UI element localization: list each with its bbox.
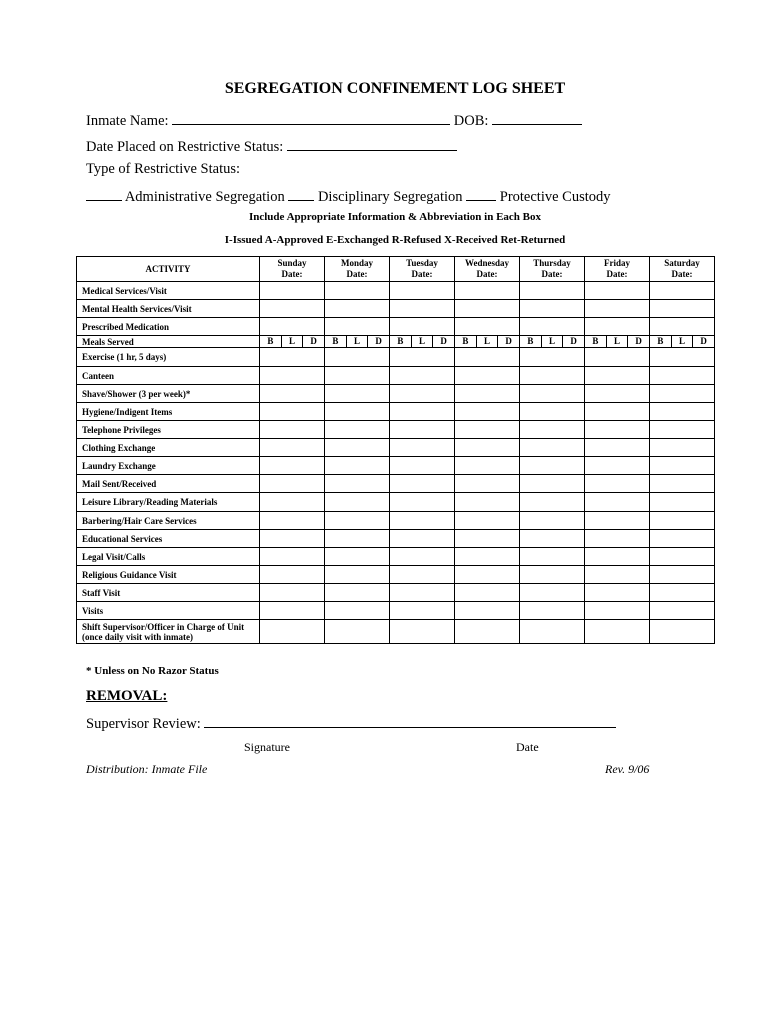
entry-cell[interactable]	[520, 318, 585, 336]
meal-code[interactable]: L	[542, 336, 564, 347]
entry-cell[interactable]	[325, 493, 390, 512]
entry-cell[interactable]	[260, 584, 325, 602]
entry-cell[interactable]	[260, 336, 325, 348]
meal-codes	[650, 336, 714, 347]
entry-cell[interactable]	[390, 530, 455, 548]
table-row	[77, 367, 715, 385]
entry-cell[interactable]	[650, 403, 715, 421]
table-row	[77, 512, 715, 530]
meal-code[interactable]: L	[672, 336, 694, 347]
entry-cell[interactable]	[390, 403, 455, 421]
entry-cell[interactable]	[455, 457, 520, 475]
day-date-label: Date:	[346, 269, 368, 279]
inmate-name-label: Inmate Name:	[86, 113, 169, 129]
table-row	[77, 566, 715, 584]
date-placed-label: Date Placed on Restrictive Status:	[86, 139, 284, 155]
activity-label: Meals Served	[77, 336, 260, 348]
day-name: Friday	[604, 258, 630, 268]
entry-cell[interactable]	[260, 300, 325, 318]
entry-cell[interactable]	[520, 367, 585, 385]
type-label: Type of Restrictive Status:	[86, 161, 241, 177]
entry-cell[interactable]	[325, 512, 390, 530]
entry-cell[interactable]	[650, 367, 715, 385]
entry-cell[interactable]	[325, 367, 390, 385]
entry-cell[interactable]	[520, 493, 585, 512]
dob-label: DOB:	[453, 113, 489, 129]
activity-label: Staff Visit	[77, 584, 260, 602]
table-body	[77, 282, 715, 644]
day-date-label: Date:	[671, 269, 693, 279]
supervisor-review-row	[86, 713, 616, 733]
entry-cell[interactable]	[260, 493, 325, 512]
entry-cell[interactable]	[390, 318, 455, 336]
day-date-label: Date:	[476, 269, 498, 279]
entry-cell[interactable]	[650, 493, 715, 512]
entry-cell[interactable]	[390, 439, 455, 457]
day-header-wednesday	[455, 257, 520, 282]
entry-cell[interactable]	[455, 367, 520, 385]
entry-cell[interactable]	[260, 318, 325, 336]
entry-cell[interactable]	[325, 566, 390, 584]
day-name: Tuesday	[406, 258, 438, 268]
date-placed-row	[86, 136, 457, 156]
entry-cell[interactable]	[260, 475, 325, 493]
activity-label: Hygiene/Indigent Items	[77, 403, 260, 421]
day-header-tuesday	[390, 257, 455, 282]
entry-cell[interactable]	[585, 421, 650, 439]
entry-cell[interactable]	[650, 512, 715, 530]
entry-cell[interactable]	[520, 620, 585, 644]
entry-cell[interactable]	[585, 403, 650, 421]
entry-cell[interactable]	[325, 348, 390, 367]
activity-label: Exercise (1 hr, 5 days)	[77, 348, 260, 367]
entry-cell[interactable]	[390, 493, 455, 512]
entry-cell[interactable]	[650, 457, 715, 475]
entry-cell[interactable]	[455, 439, 520, 457]
entry-cell[interactable]	[650, 475, 715, 493]
entry-cell[interactable]	[260, 439, 325, 457]
entry-cell[interactable]	[650, 318, 715, 336]
admin-seg-checkbox[interactable]	[86, 186, 122, 201]
meal-codes	[520, 336, 584, 347]
table-row	[77, 403, 715, 421]
entry-cell[interactable]	[260, 530, 325, 548]
activity-label: Religious Guidance Visit	[77, 566, 260, 584]
entry-cell[interactable]	[585, 620, 650, 644]
entry-cell[interactable]	[260, 282, 325, 300]
activity-label: Leisure Library/Reading Materials	[77, 493, 260, 512]
entry-cell[interactable]	[390, 620, 455, 644]
date-caption: Date	[516, 740, 539, 754]
activity-log-table	[76, 256, 715, 644]
entry-cell[interactable]	[650, 336, 715, 348]
instructions-line-1: Include Appropriate Information & Abbreviation in Each Box	[248, 211, 542, 223]
entry-cell[interactable]	[585, 348, 650, 367]
signature-caption: Signature	[244, 740, 290, 754]
entry-cell[interactable]	[455, 548, 520, 566]
meal-code[interactable]: L	[282, 336, 304, 347]
entry-cell[interactable]	[455, 475, 520, 493]
entry-cell[interactable]	[585, 300, 650, 318]
day-date-label: Date:	[606, 269, 628, 279]
entry-cell[interactable]	[455, 566, 520, 584]
entry-cell[interactable]	[260, 367, 325, 385]
entry-cell[interactable]	[585, 512, 650, 530]
entry-cell[interactable]	[520, 548, 585, 566]
activity-label: Legal Visit/Calls	[77, 548, 260, 566]
entry-cell[interactable]	[455, 421, 520, 439]
table-row	[77, 348, 715, 367]
day-date-label: Date:	[411, 269, 433, 279]
supervisor-signature-field[interactable]	[204, 713, 616, 728]
meal-code[interactable]: B	[585, 336, 607, 347]
entry-cell[interactable]	[325, 421, 390, 439]
day-date-label: Date:	[281, 269, 303, 279]
entry-cell[interactable]	[585, 367, 650, 385]
entry-cell[interactable]	[650, 530, 715, 548]
entry-cell[interactable]	[455, 620, 520, 644]
entry-cell[interactable]	[390, 300, 455, 318]
entry-cell[interactable]	[585, 439, 650, 457]
day-name: Thursday	[533, 258, 571, 268]
meal-code[interactable]: L	[607, 336, 629, 347]
entry-cell[interactable]	[325, 439, 390, 457]
entry-cell[interactable]	[390, 282, 455, 300]
meal-codes	[390, 336, 454, 347]
entry-cell[interactable]	[650, 421, 715, 439]
entry-cell[interactable]	[325, 457, 390, 475]
activity-header: ACTIVITY	[77, 257, 260, 282]
table-header-row	[77, 257, 715, 282]
entry-cell[interactable]	[260, 620, 325, 644]
table-row	[77, 385, 715, 403]
activity-label: Shift Supervisor/Officer in Charge of Unit (once daily visit with inmate)	[77, 620, 260, 644]
entry-cell[interactable]	[260, 348, 325, 367]
meal-codes	[455, 336, 519, 347]
meal-codes	[585, 336, 649, 347]
date-placed-field[interactable]	[287, 136, 457, 151]
entry-cell[interactable]	[585, 475, 650, 493]
entry-cell[interactable]	[260, 602, 325, 620]
entry-cell[interactable]	[455, 282, 520, 300]
entry-cell[interactable]	[520, 403, 585, 421]
day-date-label: Date:	[541, 269, 563, 279]
entry-cell[interactable]	[325, 318, 390, 336]
day-name: Wednesday	[464, 258, 509, 268]
entry-cell[interactable]	[455, 602, 520, 620]
entry-cell[interactable]	[390, 548, 455, 566]
meal-code[interactable]: D	[375, 336, 382, 346]
entry-cell[interactable]	[325, 336, 390, 348]
entry-cell[interactable]	[455, 348, 520, 367]
entry-cell[interactable]	[390, 602, 455, 620]
table-row	[77, 584, 715, 602]
day-name: Saturday	[664, 258, 700, 268]
day-name: Monday	[340, 258, 373, 268]
entry-cell[interactable]	[260, 566, 325, 584]
activity-label: Mental Health Services/Visit	[77, 300, 260, 318]
entry-cell[interactable]	[390, 457, 455, 475]
table-row	[77, 548, 715, 566]
meal-code[interactable]: D	[700, 336, 707, 346]
disc-seg-checkbox[interactable]	[288, 186, 314, 201]
entry-cell[interactable]	[390, 584, 455, 602]
status-options-row	[86, 186, 611, 206]
distribution-note: Distribution: Inmate File	[86, 762, 208, 776]
meal-code[interactable]: D	[310, 336, 317, 346]
meal-code[interactable]: B	[325, 336, 347, 347]
entry-cell[interactable]	[390, 336, 455, 348]
activity-label: Barbering/Hair Care Services	[77, 512, 260, 530]
table-row	[77, 620, 715, 644]
activity-label: Canteen	[77, 367, 260, 385]
table-row	[77, 282, 715, 300]
activity-label: Laundry Exchange	[77, 457, 260, 475]
meal-code[interactable]: B	[260, 336, 282, 347]
entry-cell[interactable]	[390, 566, 455, 584]
protective-custody-checkbox[interactable]	[466, 186, 496, 201]
entry-cell[interactable]	[520, 584, 585, 602]
meal-code[interactable]: D	[635, 336, 642, 346]
entry-cell[interactable]	[455, 300, 520, 318]
entry-cell[interactable]	[390, 512, 455, 530]
inmate-name-field[interactable]	[172, 110, 450, 125]
entry-cell[interactable]	[455, 318, 520, 336]
meal-code[interactable]: B	[455, 336, 477, 347]
day-name: Sunday	[277, 258, 307, 268]
entry-cell[interactable]	[650, 300, 715, 318]
entry-cell[interactable]	[455, 584, 520, 602]
entry-cell[interactable]	[325, 475, 390, 493]
entry-cell[interactable]	[455, 530, 520, 548]
entry-cell[interactable]	[520, 421, 585, 439]
entry-cell[interactable]	[520, 602, 585, 620]
entry-cell[interactable]	[390, 421, 455, 439]
entry-cell[interactable]	[520, 385, 585, 403]
entry-cell[interactable]	[260, 421, 325, 439]
footnote: * Unless on No Razor Status	[86, 665, 219, 677]
activity-label: Telephone Privileges	[77, 421, 260, 439]
entry-cell[interactable]	[585, 602, 650, 620]
entry-cell[interactable]	[650, 602, 715, 620]
entry-cell[interactable]	[650, 385, 715, 403]
entry-cell[interactable]	[650, 584, 715, 602]
entry-cell[interactable]	[650, 566, 715, 584]
entry-cell[interactable]	[520, 336, 585, 348]
activity-label: Mail Sent/Received	[77, 475, 260, 493]
entry-cell[interactable]	[325, 282, 390, 300]
entry-cell[interactable]	[325, 548, 390, 566]
entry-cell[interactable]	[390, 385, 455, 403]
meal-code[interactable]: D	[505, 336, 512, 346]
entry-cell[interactable]	[520, 475, 585, 493]
entry-cell[interactable]	[325, 584, 390, 602]
table-row	[77, 300, 715, 318]
table-row	[77, 439, 715, 457]
meal-code[interactable]: D	[440, 336, 447, 346]
day-header-thursday	[520, 257, 585, 282]
entry-cell[interactable]	[520, 300, 585, 318]
entry-cell[interactable]	[260, 512, 325, 530]
entry-cell[interactable]	[585, 282, 650, 300]
table-row	[77, 336, 715, 348]
entry-cell[interactable]	[325, 385, 390, 403]
entry-cell[interactable]	[390, 348, 455, 367]
meal-code[interactable]: L	[477, 336, 499, 347]
entry-cell[interactable]	[325, 530, 390, 548]
entry-cell[interactable]	[520, 348, 585, 367]
entry-cell[interactable]	[455, 385, 520, 403]
entry-cell[interactable]	[390, 475, 455, 493]
activity-label: Visits	[77, 602, 260, 620]
activity-label: Medical Services/Visit	[77, 282, 260, 300]
entry-cell[interactable]	[650, 439, 715, 457]
table-row	[77, 602, 715, 620]
inmate-name-row	[86, 110, 582, 130]
entry-cell[interactable]	[260, 403, 325, 421]
entry-cell[interactable]	[455, 403, 520, 421]
table-row	[77, 318, 715, 336]
day-header-sunday	[260, 257, 325, 282]
entry-cell[interactable]	[520, 282, 585, 300]
entry-cell[interactable]	[260, 457, 325, 475]
entry-cell[interactable]	[585, 493, 650, 512]
meal-code[interactable]: B	[390, 336, 412, 347]
entry-cell[interactable]	[325, 300, 390, 318]
entry-cell[interactable]	[585, 530, 650, 548]
meal-code[interactable]: B	[650, 336, 672, 347]
table-row	[77, 475, 715, 493]
activity-label: Educational Services	[77, 530, 260, 548]
entry-cell[interactable]	[520, 530, 585, 548]
entry-cell[interactable]	[585, 318, 650, 336]
meal-code[interactable]: B	[520, 336, 542, 347]
meal-code[interactable]: L	[347, 336, 369, 347]
meal-codes	[325, 336, 389, 347]
entry-cell[interactable]	[325, 602, 390, 620]
entry-cell[interactable]	[585, 548, 650, 566]
entry-cell[interactable]	[325, 403, 390, 421]
entry-cell[interactable]	[585, 385, 650, 403]
entry-cell[interactable]	[455, 512, 520, 530]
entry-cell[interactable]	[585, 457, 650, 475]
entry-cell[interactable]	[455, 493, 520, 512]
entry-cell[interactable]	[585, 566, 650, 584]
table-row	[77, 493, 715, 512]
dob-field[interactable]	[492, 110, 582, 125]
entry-cell[interactable]	[260, 385, 325, 403]
table-row	[77, 421, 715, 439]
disc-seg-label: Disciplinary Segregation	[317, 189, 463, 205]
entry-cell[interactable]	[520, 457, 585, 475]
activity-label: Prescribed Medication	[77, 318, 260, 336]
table-row	[77, 457, 715, 475]
activity-label: Clothing Exchange	[77, 439, 260, 457]
meal-code[interactable]: D	[570, 336, 577, 346]
day-header-saturday	[650, 257, 715, 282]
entry-cell[interactable]	[390, 367, 455, 385]
activity-label: Shave/Shower (3 per week)*	[77, 385, 260, 403]
revision-note: Rev. 9/06	[605, 762, 650, 776]
table-row	[77, 530, 715, 548]
entry-cell[interactable]	[520, 439, 585, 457]
entry-cell[interactable]	[325, 620, 390, 644]
supervisor-review-label: Supervisor Review:	[86, 716, 201, 732]
entry-cell[interactable]	[650, 548, 715, 566]
page-title: SEGREGATION CONFINEMENT LOG SHEET	[224, 80, 566, 97]
meal-codes	[260, 336, 324, 347]
meal-code[interactable]: L	[412, 336, 434, 347]
entry-cell[interactable]	[520, 566, 585, 584]
instructions-line-2: I-Issued A-Approved E-Exchanged R-Refused X-Received Ret-Returned	[224, 234, 566, 246]
entry-cell[interactable]	[650, 348, 715, 367]
admin-seg-label: Administrative Segregation	[124, 189, 285, 205]
entry-cell[interactable]	[650, 620, 715, 644]
entry-cell[interactable]	[520, 512, 585, 530]
removal-heading: REMOVAL:	[86, 688, 168, 704]
protective-custody-label: Protective Custody	[499, 189, 611, 205]
day-header-monday	[325, 257, 390, 282]
day-header-friday	[585, 257, 650, 282]
entry-cell[interactable]	[650, 282, 715, 300]
entry-cell[interactable]	[260, 548, 325, 566]
entry-cell[interactable]	[585, 584, 650, 602]
entry-cell[interactable]	[455, 336, 520, 348]
entry-cell[interactable]	[585, 336, 650, 348]
